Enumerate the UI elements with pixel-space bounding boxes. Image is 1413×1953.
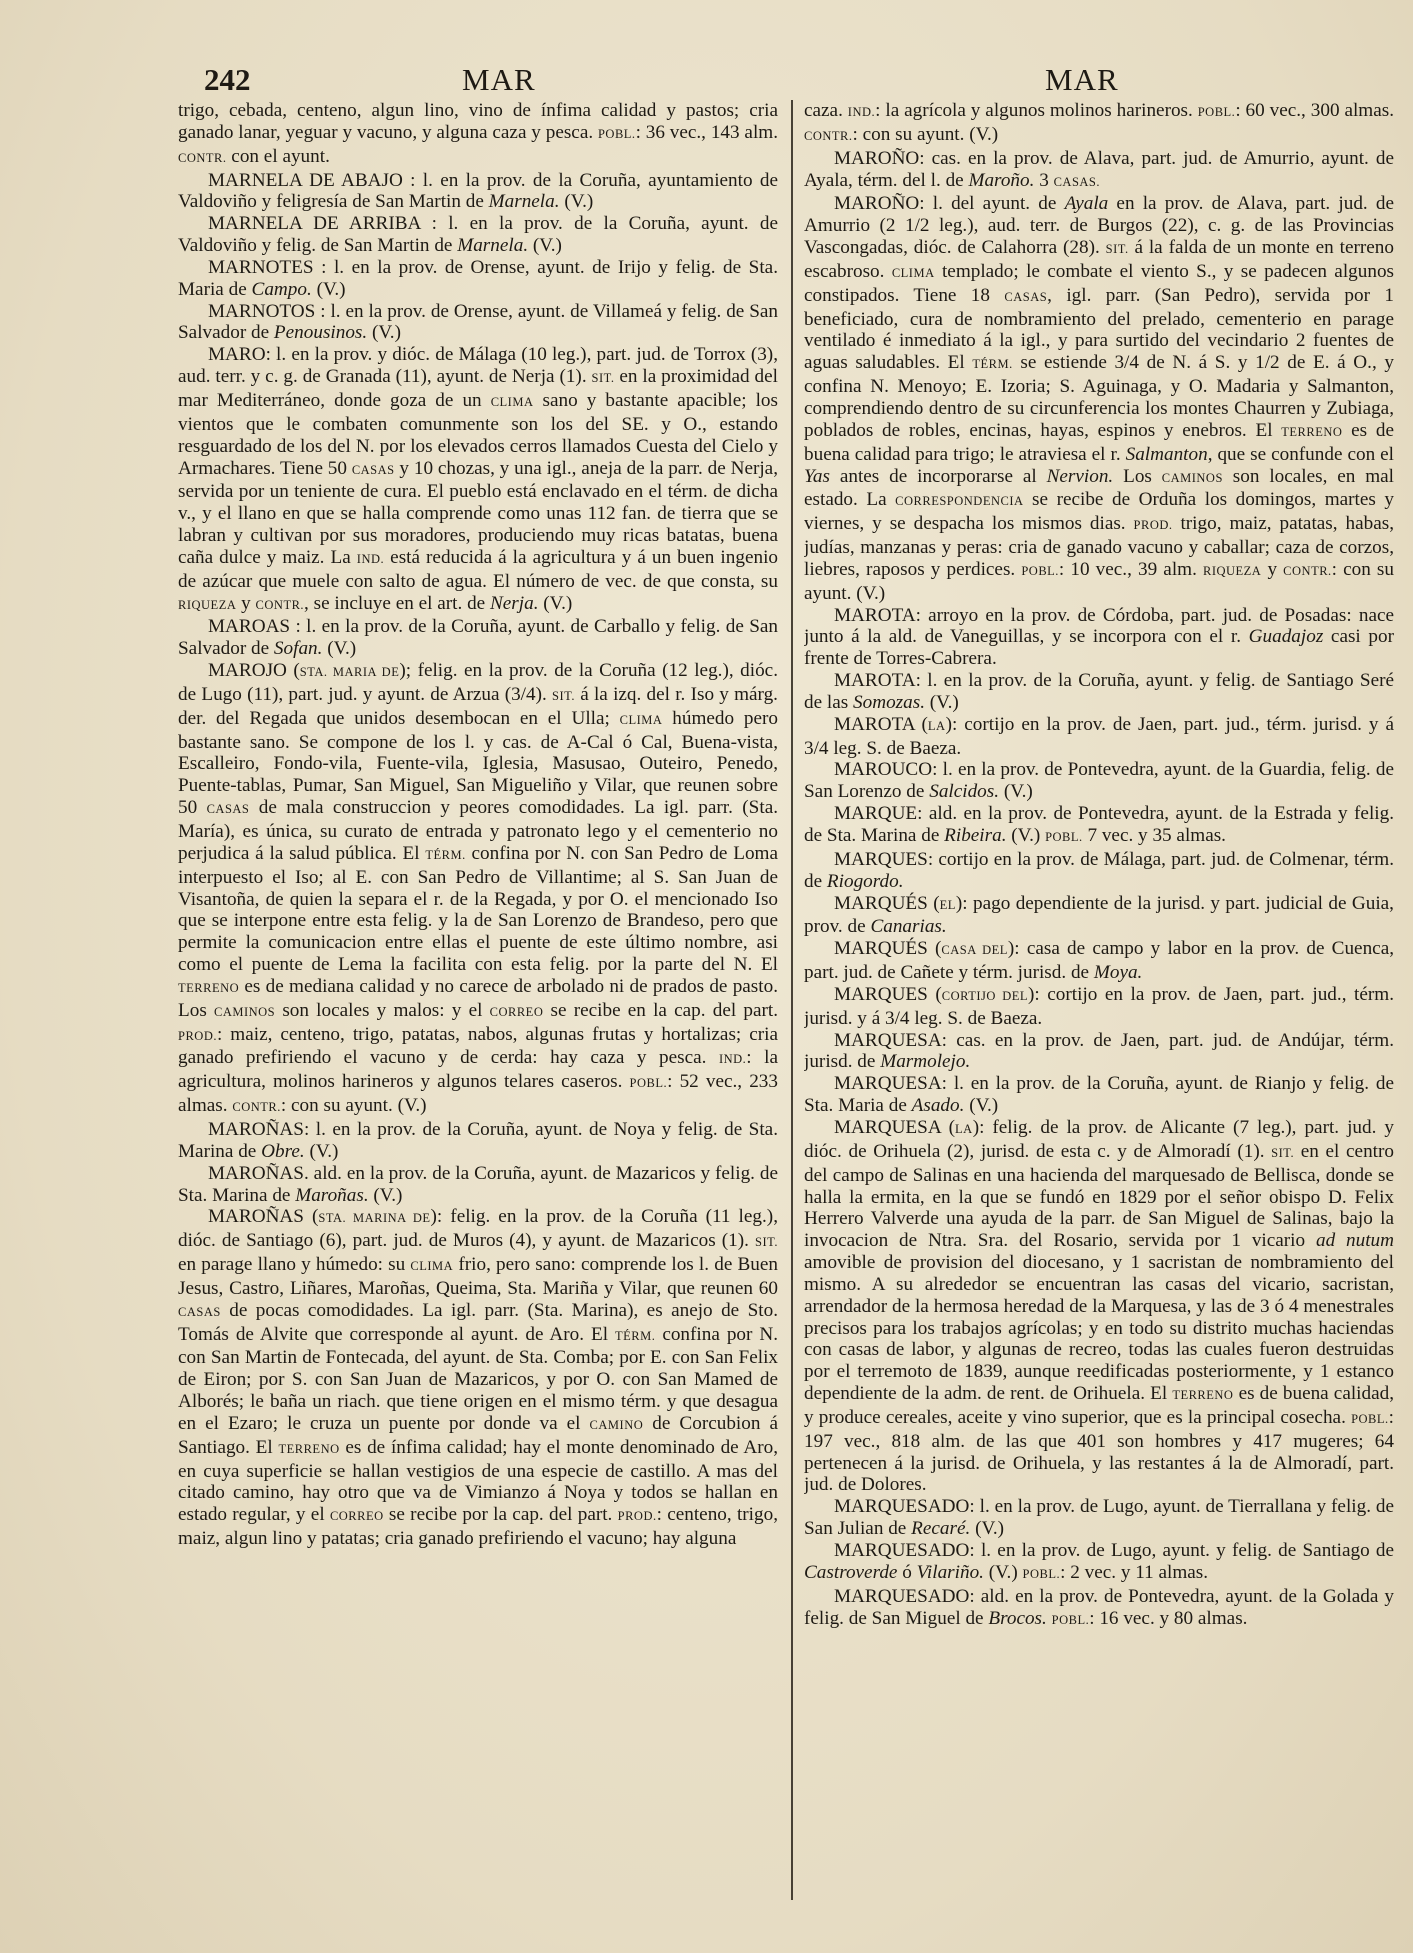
entry-text: , igl. parr. (San Pedro), servida por 1 beneficiado, cura de nombramiento del prelado, cementerio en parage ventilado é inmediato á la igl., y para surtido del vecindario 2 fuentes de aguas saludables. El — [804, 284, 1394, 374]
italic-reference: Marmolejo. — [880, 1051, 971, 1073]
entry-text: MARNOTES : l. en la prov. de Orense, ayunt. de Irijo y felig. de Sta. Maria de — [178, 256, 778, 300]
small-caps-term: CLIMA — [410, 1259, 454, 1274]
entry-text: MARQUES ( — [834, 983, 942, 1005]
small-caps-term: POBL. — [1022, 1566, 1061, 1581]
right-column — [804, 100, 1394, 1915]
entry-text: (V.) — [322, 638, 357, 660]
entry-text: MAROAS : l. en la prov. de la Coruña, ayunt. de Carballo y felig. de San Salvador de — [178, 616, 778, 660]
entry-text: : 197 vec., 818 alm. de las que 401 son hombres y 417 mugeres; 64 pertenecen á la jurisd. de Orihuela, y las restantes á la de Almoradí, part. jud. de Dolores. — [804, 1406, 1394, 1496]
entry-text: es de buena calidad, y produce cereales, aceite y vino superior, que es la principal cosecha. — [804, 1383, 1394, 1428]
small-caps-term: CONTR. — [1283, 563, 1332, 578]
entry-text: es de ínfima calidad; hay el monte denominado de Aro, en cuya superficie se hallan vestigios de una especie de castillo. A mas del citado camino, hay otro que va de Vimianzo á Noya y todos se hallan en estado regular, y el — [178, 1436, 778, 1526]
entry-text: (V.) — [367, 322, 401, 344]
entry-text: MARQUESA: cas. en la prov. de Jaen, part. jud. de Andújar, térm. jurisd. de — [804, 1029, 1394, 1073]
small-caps-term: TÉRM. — [972, 357, 1013, 372]
dictionary-entry — [178, 170, 778, 214]
small-caps-term: CORREO — [489, 1004, 544, 1019]
entry-text: (V.) — [538, 592, 573, 614]
small-caps-term: LA — [927, 718, 946, 733]
italic-reference: ad nutum — [1315, 1230, 1394, 1252]
small-caps-term: POBL. — [1051, 1612, 1090, 1627]
small-caps-term: CORRESPONDENCIA — [895, 494, 1024, 509]
small-caps-term: SIT. — [591, 371, 615, 386]
dictionary-entry — [804, 759, 1394, 803]
entry-text: ): cortijo en la prov. de Jaen, part. jud., térm. jurisd. y á 3/4 leg. S. de Baeza. — [804, 713, 1394, 759]
entry-text: de pocas comodidades. La igl. parr. (Sta. Marina), es anejo de Sto. Tomás de Alvite que corresponde al ayunt. de Aro. El — [178, 1299, 778, 1345]
entry-text: MAROTA: l. en la prov. de la Coruña, ayunt. y felig. de Santiago Seré de las — [804, 670, 1394, 713]
entry-text: (V.) — [999, 781, 1033, 803]
entry-text: : maiz, centeno, trigo, patatas, nabos, algunas frutas y hortalizas; cria ganado prefiriendo el vacuno y de cerda: hay caza y pesca. — [178, 1023, 778, 1069]
italic-reference: Obre. — [261, 1140, 305, 1162]
small-caps-term: CASAS. — [1053, 174, 1101, 189]
small-caps-term: CONTR. — [232, 1100, 281, 1115]
entry-text: ): felig. de la prov. de Alicante (7 leg.), part. jud. y dióc. de Orihuela (2), jurisd. de esta c. y de Almoradí (1). — [804, 1116, 1394, 1162]
small-caps-term: EL — [939, 897, 956, 912]
entry-text: húmedo pero bastante sano. Se compone de los l. y cas. de A-Cal ó Cal, Buena-vista, Escalleiro, Fondo-vila, Fuente-vila, Iglesia, Masusao, Outeiro, Penedo, Puente-tablas, Pumar, San Miguel, San Migueliño y Vilar, que reunen sobre 50 — [178, 707, 778, 819]
small-caps-term: CAMINOS — [213, 1004, 276, 1019]
entry-text: : la agrícola y algunos molinos harineros. — [875, 100, 1198, 121]
running-head-left: MAR — [462, 62, 536, 97]
entry-text: 3 — [1034, 169, 1054, 191]
entry-text: á la falda de un monte en terreno escabroso. — [804, 237, 1394, 282]
entry-text: MAROÑAS ( — [208, 1206, 319, 1228]
small-caps-term: SIT. — [552, 688, 575, 703]
entry-text: trigo, maiz, patatas, habas, judías, manzanas y peras: cria de ganado vacuno y caballar; caza de corzos, liebres, raposos y perdices. — [804, 513, 1394, 580]
entry-text: y 10 chozas, y una igl., aneja de la parr. de Nerja, servida por un teniente de cura. El pueblo está enclavado en el térm. de dicha v., y el llano en que se halla comprende como unas 112 fan. de tierra que se labran y cultivan por sus moradores, produciendo muy ricas batatas, buena caña dulce y maiz. La — [178, 457, 778, 568]
dictionary-entry — [178, 301, 778, 345]
dictionary-entry — [178, 100, 778, 170]
entry-text: y — [1261, 558, 1284, 580]
dictionary-entry — [178, 616, 778, 660]
dictionary-entry — [804, 938, 1394, 984]
entry-text: ): cortijo en la prov. de Jaen, part. jud., térm. jurisd. y á 3/4 leg. S. de Baeza. — [804, 983, 1394, 1029]
entry-text: antes de incorporarse al — [829, 465, 1047, 487]
small-caps-term: SIT. — [1105, 242, 1129, 257]
small-caps-term: CORTIJO DEL — [941, 988, 1029, 1003]
entry-text: (V.) — [311, 278, 346, 300]
italic-reference: Castroverde — [804, 1561, 898, 1583]
entry-text: con el ayunt. — [226, 145, 330, 167]
dictionary-entry — [804, 193, 1394, 604]
small-caps-term: POBL. — [597, 126, 636, 141]
entry-text: , que se confunde con el — [1207, 443, 1394, 465]
italic-reference: Yas — [804, 465, 830, 487]
small-caps-term: CORREO — [329, 1509, 384, 1524]
dictionary-entry — [804, 714, 1394, 760]
entry-text: casi por frente de Torres-Cabrera. — [804, 626, 1394, 670]
entry-text: (V.) — [368, 1184, 403, 1206]
italic-reference: Canarias. — [870, 916, 947, 938]
small-caps-term: CASAS — [351, 462, 395, 477]
small-caps-term: SIT. — [1271, 1145, 1295, 1160]
entry-text: (V.) — [304, 1140, 339, 1162]
dictionary-entry — [178, 1163, 778, 1207]
entry-text: ó — [897, 1561, 917, 1583]
entry-text: : con su ayunt. (V.) — [804, 558, 1394, 604]
italic-reference: Guadajoz — [1248, 626, 1324, 648]
entry-text: confina por N. con San Pedro de Loma interpuesto el Iso; al E. con San Pedro de Villantime; al S. San Juan de Visantoña, de quien la separa el r. de la Regada, y por O. el mencionado Iso que se interpone entre esta felig. y la de San Lorenzo de Brandeso, pero que permite la comunicacion entre ellas el puente de este último nombre, asi como el puente de Lema la facilita con esta felig. por la parte del N. El — [178, 842, 778, 976]
small-caps-term: CLIMA — [891, 265, 935, 280]
entry-text: es de buena calidad para trigo; le atraviesa el r. — [804, 419, 1394, 465]
small-caps-term: PROD. — [617, 1509, 657, 1524]
entry-text: MARQUESA: l. en la prov. de la Coruña, ayunt. de Rianjo y felig. de Sta. Maria de — [804, 1073, 1394, 1117]
italic-reference: Somozas. — [853, 691, 925, 713]
entry-text: trigo, cebada, centeno, algun lino, vino de ínfima calidad y pastos; cria ganado lanar, yeguar y vacuno, y alguna caza y pesca. — [178, 100, 778, 143]
entry-text: MARQUES: cortijo en la prov. de Málaga, part. jud. de Colmenar, térm. de — [804, 848, 1394, 892]
entry-text: : 60 vec., 300 almas. — [1235, 100, 1394, 121]
small-caps-term: POBL. — [1021, 563, 1059, 578]
small-caps-term: IND. — [718, 1052, 747, 1067]
italic-reference: Moya. — [1093, 962, 1143, 984]
dictionary-entry — [804, 605, 1394, 671]
italic-reference: Marnela. — [457, 235, 529, 257]
small-caps-term: TÉRM. — [615, 1328, 656, 1343]
entry-text: (V.) — [964, 1095, 999, 1117]
italic-reference: Ayala — [1064, 193, 1109, 215]
entry-text: en la prov. de Alava, part. jud. de Amurrio (2 1/2 leg.), aud. terr. de Burgos (22), c. g. de las Provincias Vascongadas, dióc. de Calahorra (28). — [804, 193, 1394, 259]
entry-text: sano y bastante apacible; los vientos que le combaten comunmente son los del SE. y O., estando resguardado de los del N. por los elevados cerros llamados Cuesta del Cielo y Armachares. Tiene 50 — [178, 389, 778, 479]
entry-text: : 10 vec., 39 alm. — [1058, 558, 1203, 580]
small-caps-term: PROD. — [178, 1028, 217, 1043]
dictionary-entry — [804, 1073, 1394, 1117]
entry-text: son locales y malos: y el — [275, 999, 490, 1021]
entry-text: MARQUÉS ( — [834, 892, 940, 914]
entry-text: MARNELA DE ABAJO : l. en la prov. de la Coruña, ayuntamiento de Valdoviño y feligresía de San Martin de — [178, 169, 778, 213]
entry-text: (V.) — [925, 691, 959, 713]
small-caps-term: STA. MARINA DE — [318, 1211, 431, 1226]
entry-text: ): pago dependiente de la jurisd. y part. judicial de Guia, prov. de — [804, 892, 1394, 938]
italic-reference: Recaré. — [911, 1518, 971, 1540]
entry-text: confina por N. con San Martin de Fontecada, del ayunt. de Sta. Comba; por E. con San Felix de Eiron; por S. con San Juan de Mazaricos, y por O. con San Mamed de Alborés; le baña un riach. que tiene origen en el mismo térm. y que desagua en el Ezaro; le cruza un puente por donde va el — [178, 1323, 778, 1434]
entry-text: se recibe de Orduña los domingos, martes y viernes, y se despacha los mismos dias. — [804, 489, 1394, 535]
small-caps-term: POBL. — [629, 1076, 668, 1091]
italic-reference: Marnela. — [488, 191, 560, 213]
entry-text: ): felig. en la prov. de la Coruña (11 leg.), dióc. de Santiago (6), part. jud. de Muros (4), y ayunt. de Mazaricos (1). — [178, 1206, 778, 1252]
small-caps-term: RIQUEZA — [1202, 563, 1262, 578]
italic-reference: Salmanton — [1125, 443, 1208, 465]
italic-reference: Penousinos. — [273, 322, 368, 344]
small-caps-term: POBL. — [1045, 830, 1083, 844]
entry-text: MAROÑAS: l. en la prov. de la Coruña, ayunt. de Noya y felig. de Sta. Marina de — [178, 1118, 778, 1162]
small-caps-term: TERRENO — [1172, 1388, 1234, 1403]
left-column — [178, 100, 778, 1915]
entry-text: MAROJO ( — [208, 660, 300, 682]
italic-reference: Maroño. — [968, 169, 1035, 191]
dictionary-entry — [804, 1496, 1394, 1540]
entry-text: en parage llano y húmedo: su — [178, 1254, 411, 1276]
entry-text: : 2 vec. y 11 almas. — [1060, 1561, 1209, 1583]
entry-text: MARQUESADO: l. en la prov. de Lugo, ayunt. de Tierrallana y felig. de San Julian de — [804, 1496, 1394, 1540]
entry-text: se recibe en la cap. del part. — [543, 999, 778, 1021]
entry-text: son locales, en mal estado. La — [804, 465, 1394, 511]
entry-text: ): casa de campo y labor en la prov. de Cuenca, part. jud. de Cañete y térm. jurisd. de — [804, 938, 1394, 984]
entry-text: es de mediana calidad y no carece de arbolado ni de prados de pasto. Los — [178, 975, 778, 1021]
entry-text: : con su ayunt. (V.) — [852, 123, 999, 145]
entry-text: MAROTA ( — [834, 713, 928, 735]
small-caps-term: CASA DEL — [941, 943, 1008, 958]
italic-reference: Nervion. — [1046, 465, 1114, 487]
small-caps-term: STA. MARIA DE — [299, 665, 400, 680]
column-divider — [791, 100, 793, 1900]
small-caps-term: CASAS — [1004, 289, 1048, 304]
italic-reference: Maroñas. — [295, 1184, 369, 1206]
dictionary-entry — [178, 257, 778, 301]
dictionary-entry — [178, 213, 778, 257]
entry-text: : 52 vec., 233 almas. — [178, 1071, 778, 1117]
dictionary-entry — [804, 670, 1394, 714]
entry-text: MAROÑAS. ald. en la prov. de la Coruña, ayunt. de Mazaricos y felig. de Sta. Marina de — [178, 1162, 778, 1206]
dictionary-entry — [804, 984, 1394, 1030]
dictionary-entry — [804, 1117, 1394, 1496]
dictionary-entry — [804, 849, 1394, 893]
small-caps-term: CASAS — [206, 802, 250, 817]
small-caps-term: CONTR. — [255, 597, 305, 612]
entry-text: : 36 vec., 143 alm. — [635, 121, 778, 143]
italic-reference: Sofan. — [273, 638, 323, 660]
dictionary-entry — [804, 893, 1394, 939]
entry-text: MARO: l. en la prov. y dióc. de Málaga (10 leg.), part. jud. de Torrox (3), aud. terr. y c. g. de Granada (11), ayunt. de Nerja (1). — [178, 344, 778, 388]
entry-text: MAROTA: arroyo en la prov. de Córdoba, part. jud. de Posadas: nace junto á la ald. de Vaneguillas, y se incorpora con el r. — [804, 604, 1394, 648]
dictionary-entry — [804, 1540, 1394, 1586]
small-caps-term: SIT. — [755, 1235, 778, 1250]
small-caps-term: TÉRM. — [425, 847, 466, 862]
italic-reference: Riogordo. — [826, 870, 904, 892]
page-number: 242 — [204, 62, 251, 97]
small-caps-term: TERRENO — [1281, 424, 1343, 439]
entry-text: MAROÑO: l. del ayunt. de — [834, 193, 1065, 215]
entry-text: está reducida á la agricultura y á un buen ingenio de azúcar que muele con salto de agua. El número de vec. de que consta, su — [178, 546, 778, 592]
entry-text: y — [236, 592, 256, 614]
entry-text: caza. — [804, 100, 848, 121]
dictionary-entry — [178, 660, 778, 1119]
entry-text: MAROUCO: l. en la prov. de Pontevedra, ayunt. de la Guardia, felig. de San Lorenzo de — [804, 759, 1394, 803]
italic-reference: Asado. — [911, 1095, 965, 1117]
small-caps-term: POBL. — [1351, 1411, 1389, 1426]
dictionary-entry — [804, 1030, 1394, 1074]
entry-text: (V.) — [983, 1561, 1023, 1583]
entry-text: MAROÑO: cas. en la prov. de Alava, part. jud. de Amurrio, ayunt. de Ayala, térm. del l. de — [804, 147, 1394, 191]
small-caps-term: CASAS — [178, 1304, 221, 1319]
italic-reference: Vilariño. — [916, 1561, 984, 1583]
dictionary-entry — [804, 1586, 1394, 1632]
italic-reference: Campo. — [251, 278, 312, 300]
dictionary-entry — [804, 803, 1394, 849]
dictionary-entry — [178, 1206, 778, 1550]
italic-reference: Brocos. — [988, 1607, 1047, 1629]
small-caps-term: CONTR. — [178, 150, 227, 165]
entry-text: MARNELA DE ARRIBA : l. en la prov. de la Coruña, ayunt. de Valdoviño y felig. de San Martin de — [178, 213, 778, 257]
small-caps-term: CAMINOS — [1161, 470, 1223, 485]
dictionary-entry — [804, 100, 1394, 148]
entry-text: templado; le combate el viento S., y se padecen algunos constipados. Tiene 18 — [804, 260, 1394, 306]
entry-text: MARQUESA ( — [834, 1116, 956, 1138]
small-caps-term: CLIMA — [490, 394, 534, 409]
small-caps-term: LA — [955, 1121, 973, 1136]
entry-text: á la izq. del r. Iso y márg. der. del Regada que unidos desembocan en el Ulla; — [178, 683, 778, 729]
italic-reference: Ribeira. — [944, 825, 1007, 846]
entry-text: MARQUE: ald. en la prov. de Pontevedra, ayunt. de la Estrada y felig. de Sta. Marina de — [804, 803, 1394, 846]
entry-text: en la proximidad del mar Mediterráneo, donde goza de un — [178, 366, 778, 411]
small-caps-term: TERRENO — [278, 1441, 340, 1456]
dictionary-entry — [178, 344, 778, 616]
entry-text: : 16 vec. y 80 almas. — [1089, 1607, 1248, 1629]
small-caps-term: CLIMA — [619, 712, 663, 727]
entry-text: (V.) — [970, 1518, 1005, 1540]
entry-text: MARQUESADO: ald. en la prov. de Pontevedra, ayunt. de la Golada y felig. de San Miguel de — [804, 1585, 1394, 1629]
entry-text: : con su ayunt. (V.) — [280, 1095, 427, 1117]
small-caps-term: IND. — [356, 551, 385, 566]
dictionary-entry — [804, 148, 1394, 194]
running-head-right: MAR — [1045, 62, 1119, 97]
entry-text: Los — [1113, 465, 1162, 487]
small-caps-term: POBL. — [1197, 105, 1236, 119]
entry-text: de Corcubion á Santiago. El — [178, 1412, 778, 1458]
entry-text: (V.) — [559, 191, 594, 213]
dictionary-entry — [178, 1119, 778, 1163]
small-caps-term: TERRENO — [178, 980, 240, 995]
entry-text: 7 vec. y 35 almas. — [1082, 825, 1226, 846]
small-caps-term: CONTR. — [804, 128, 853, 143]
entry-text: amovible de provision del diocesano, y 1 sacristan de nombramiento del mismo. A su alrededor se encuentran las casas del vicario, sacristan, arrendador de la hermosa heredad de la Marquesa, y las de 3 ó 4 menestrales precisos para los trabajos agrícolas; y en todo su distrito muchas haciendas con casas de labor, y algunas de recreo, todas las cuales fueron destruidas por el terremoto de 1839, aunque reedificadas posteriormente, y 1 estanco dependiente de la adm. de rent. de Orihuela. El — [804, 1252, 1394, 1405]
entry-text: : la agricultura, molinos harineros y algunos telares caseros. — [178, 1047, 778, 1093]
entry-text: MARQUESADO: l. en la prov. de Lugo, ayunt. y felig. de Santiago de — [834, 1540, 1394, 1561]
small-caps-term: RIQUEZA — [178, 597, 237, 612]
entry-text: en el centro del campo de Salinas en una hacienda del marquesado de Bellisca, donde se halla la ermita, en la que se fundó en 1829 por el señor obispo D. Felix Herrero Valverde una ayuda de la parr. de San Miguel de Salinas, bajo la invocacion de Ntra. Sra. del Rosario, servida por 1 vicario — [804, 1140, 1394, 1252]
entry-text: se recibe por la cap. del part. — [383, 1504, 618, 1526]
entry-text: ); felig. en la prov. de la Coruña (12 leg.), dióc. de Lugo (11), part. jud. y ayunt. de Arzua (3/4). — [178, 660, 778, 705]
entry-text: MARNOTOS : l. en la prov. de Orense, ayunt. de Villameá y felig. de San Salvador de — [178, 300, 778, 344]
entry-text: , se incluye en el art. de — [304, 592, 490, 614]
entry-text: (V.) — [528, 235, 562, 257]
entry-text: frio, pero sano: comprende los l. de Buen Jesus, Castro, Liñares, Maroñas, Queima, Sta. Mariña y Vilar, que reunen 60 — [178, 1254, 778, 1299]
entry-text: MARQUÉS ( — [834, 938, 942, 960]
small-caps-term: PROD. — [1133, 518, 1173, 533]
italic-reference: Salcidos. — [929, 781, 1000, 803]
entry-text: de mala construccion y peores comodidades. La igl. parr. (Sta. María), es única, su curato de entrada y patronato lego y el cementerio no perjudica á la salud pública. El — [178, 797, 778, 864]
italic-reference: Nerja. — [489, 592, 539, 614]
entry-text: : centeno, trigo, maiz, algun lino y patatas; cria ganado prefiriendo el vacuno; hay alguna — [178, 1504, 778, 1550]
entry-text: se estiende 3/4 de N. á S. y 1/2 de E. á O., y confina N. Menoyo; E. Izoria; S. Aguinaga, y O. Madaria y Salmanton, comprendiendo dentro de su circunferencia los montes Chaurren y Zubiaga, poblados de robles, encinas, hayas, espinos y enebros. El — [804, 352, 1394, 441]
small-caps-term: IND. — [847, 105, 876, 119]
small-caps-term: CAMINO — [589, 1417, 644, 1432]
entry-text: (V.) — [1006, 825, 1046, 846]
